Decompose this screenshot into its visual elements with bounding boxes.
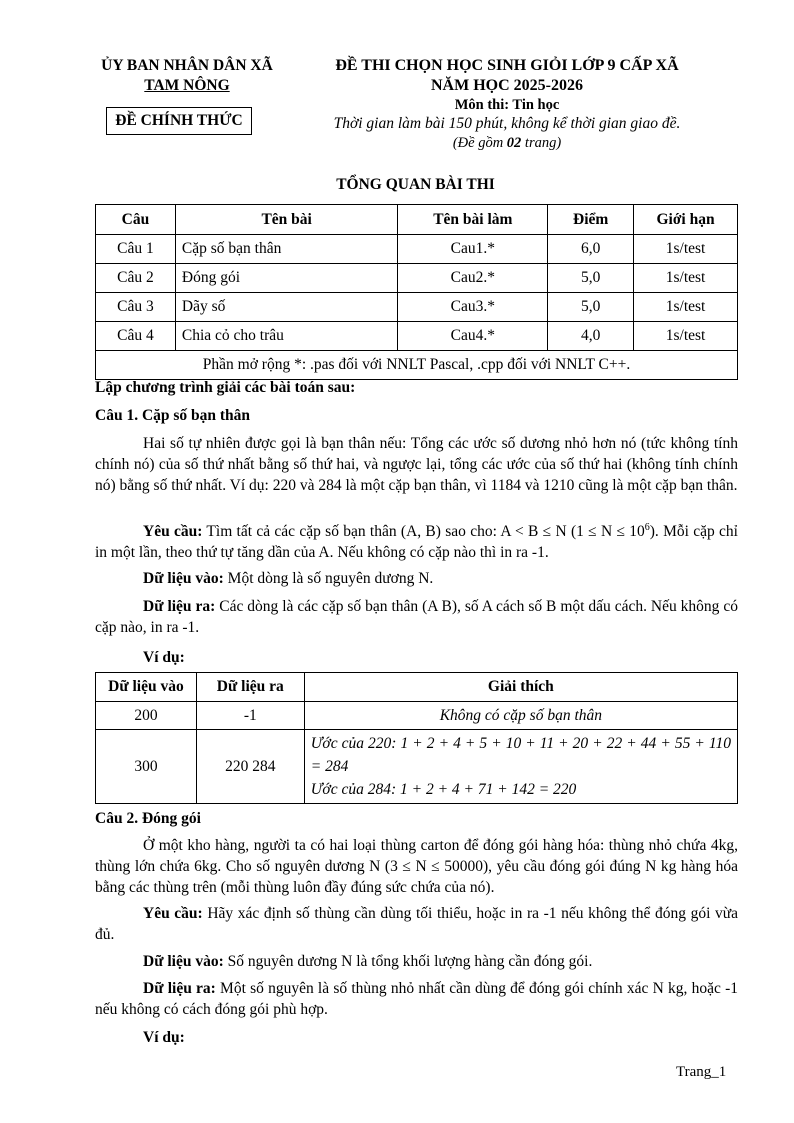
q1-req-text-a: Tìm tất cả các cặp số bạn thân (A, B) sao cho: A < B ≤ N (1 ≤ N ≤ 10 [202,523,645,541]
q2-requirement [95,903,738,945]
table-row [96,351,738,380]
q2-title: Câu 2. Đóng gói [95,810,201,827]
pages-suffix: trang) [521,135,562,151]
table-row [96,702,738,730]
q1-req-exponent: 6 [644,522,650,533]
col-header: Tên bài làm [398,205,548,235]
q1-output-label: Dữ liệu ra: [143,598,216,615]
q1-output [95,596,738,638]
q1-desc-text: Hai số tự nhiên được gọi là bạn thân nếu: Tổng các ước số dương nhỏ hơn nó (tức không tính chính nó) của số thứ nhất bằng số thứ hai, và ngược lại, tổng các ước của số thứ hai (không tính chính nó) bằng số thứ nhất. Ví dụ: 220 và 284 là một cặp bạn thân, vì 1184 và 1210 cũng là một cặp bạn thân. [95,435,738,494]
cell-output: 220 284 [196,730,304,804]
q2-input [95,951,738,972]
time-note: Thời gian làm bài 150 phút, không kể thời gian giao đề. [333,115,681,132]
col-header: Điểm [548,205,634,235]
cell-explanation [304,730,737,804]
q1-req-text-b: ). Mỗi cặp chỉ in một lần, theo thứ tự tăng dần của A. Nếu không có cặp nào thì in ra -1. [95,523,738,562]
cell-limit: 1s/test [634,293,738,322]
cell-output: -1 [196,702,304,730]
pages-prefix: (Đề gồm [452,135,507,151]
cell-problem-name: Đóng gói [175,264,398,293]
q1-example-label [95,647,738,668]
cell-problem-name: Dãy số [175,293,398,322]
col-header: Giới hạn [634,205,738,235]
table-row [96,264,738,293]
q1-input [95,568,738,589]
q2-output [95,978,738,1020]
q1-input-text: Một dòng là số nguyên dương N. [223,570,434,587]
intro-line: Lập chương trình giải các bài toán sau: [95,379,356,396]
issuing-organization [92,56,282,96]
overview-table [95,204,738,380]
table-row [96,322,738,351]
official-exam-badge: ĐỀ CHÍNH THỨC [106,107,252,135]
overview-title: TỔNG QUAN BÀI THI [336,176,495,193]
q2-desc-text: Ở một kho hàng, người ta có hai loại thùng carton để đóng gói hàng hóa: thùng nhỏ chứa 4kg, thùng lớn chứa 6kg. Cho số nguyên dương N (3 ≤ N ≤ 50000), yêu cầu đóng gói đúng N kg hàng hóa bằng các thùng trên (mỗi thùng luôn đầy đúng sức chứa của nó). [95,837,738,896]
cell-input: 200 [96,702,197,730]
subject: Môn thi: Tin học [454,97,560,113]
col-header: Tên bài [175,205,398,235]
cell-explanation: Không có cặp số bạn thân [304,702,737,730]
q1-example-table [95,672,738,804]
cell-score: 5,0 [548,293,634,322]
explanation-line: Ước của 284: 1 + 2 + 4 + 71 + 142 = 220 [310,781,577,798]
table-row [96,235,738,264]
q1-example-label-text: Ví dụ: [143,649,185,666]
page-number: Trang_1 [676,1064,727,1080]
table-row [96,730,738,804]
col-header: Dữ liệu ra [196,673,304,702]
cell-file-name: Cau3.* [398,293,548,322]
cell-input: 300 [96,730,197,804]
explanation-line: Ước của 220: 1 + 2 + 4 + 5 + 10 + 11 + 20 + 22 + 44 + 55 + 110 = 284 [310,735,731,775]
cell-question: Câu 2 [96,264,176,293]
cell-problem-name: Cặp số bạn thân [175,235,398,264]
q2-output-label: Dữ liệu ra: [143,980,216,997]
col-header: Câu [96,205,176,235]
cell-score: 5,0 [548,264,634,293]
pages-count: 02 [506,135,522,151]
school-year: NĂM HỌC 2025-2026 [431,77,583,94]
cell-limit: 1s/test [634,235,738,264]
example-header-row [96,673,738,702]
cell-file-name: Cau4.* [398,322,548,351]
cell-score: 4,0 [548,322,634,351]
q2-req-label: Yêu cầu: [143,905,203,922]
exam-heading [298,56,716,152]
q1-req-label: Yêu cầu: [143,523,203,541]
q2-example-label-text: Ví dụ: [143,1029,185,1046]
cell-limit: 1s/test [634,322,738,351]
exam-title: ĐỀ THI CHỌN HỌC SINH GIỎI LỚP 9 CẤP XÃ [335,57,679,74]
q2-req-text: Hãy xác định số thùng cần dùng tối thiểu, hoặc in ra -1 nếu không thể đóng gói vừa đủ. [95,905,739,943]
q1-title: Câu 1. Cặp số bạn thân [95,407,251,424]
cell-question: Câu 3 [96,293,176,322]
table-row [96,293,738,322]
cell-question: Câu 4 [96,322,176,351]
q1-output-text: Các dòng là các cặp số bạn thân (A B), số A cách số B một dấu cách. Nếu không có cặp nào, in ra -1. [95,598,739,636]
cell-file-name: Cau1.* [398,235,548,264]
org-line-2: TAM NÔNG [144,77,230,94]
overview-header-row [96,205,738,235]
q1-requirement [95,517,738,563]
cell-limit: 1s/test [634,264,738,293]
q2-input-label: Dữ liệu vào: [143,953,224,970]
col-header: Dữ liệu vào [96,673,197,702]
cell-question: Câu 1 [96,235,176,264]
q2-description [95,835,738,898]
org-line-1: ỦY BAN NHÂN DÂN XÃ [101,57,273,74]
col-header: Giải thích [304,673,737,702]
cell-score: 6,0 [548,235,634,264]
cell-file-name: Cau2.* [398,264,548,293]
q2-output-text: Một số nguyên là số thùng nhỏ nhất cần dùng để đóng gói chính xác N kg, hoặc -1 nếu không có cách đóng gói phù hợp. [95,980,738,1018]
q1-description [95,433,738,496]
page-count-note [298,134,716,152]
q2-input-text: Số nguyên dương N là tổng khối lượng hàng cần đóng gói. [223,953,593,970]
q2-example-label [95,1027,738,1048]
q1-input-label: Dữ liệu vào: [143,570,224,587]
cell-problem-name: Chia cỏ cho trâu [175,322,398,351]
extension-footnote: Phần mở rộng *: .pas đối với NNLT Pascal, .cpp đối với NNLT C++. [96,351,738,380]
